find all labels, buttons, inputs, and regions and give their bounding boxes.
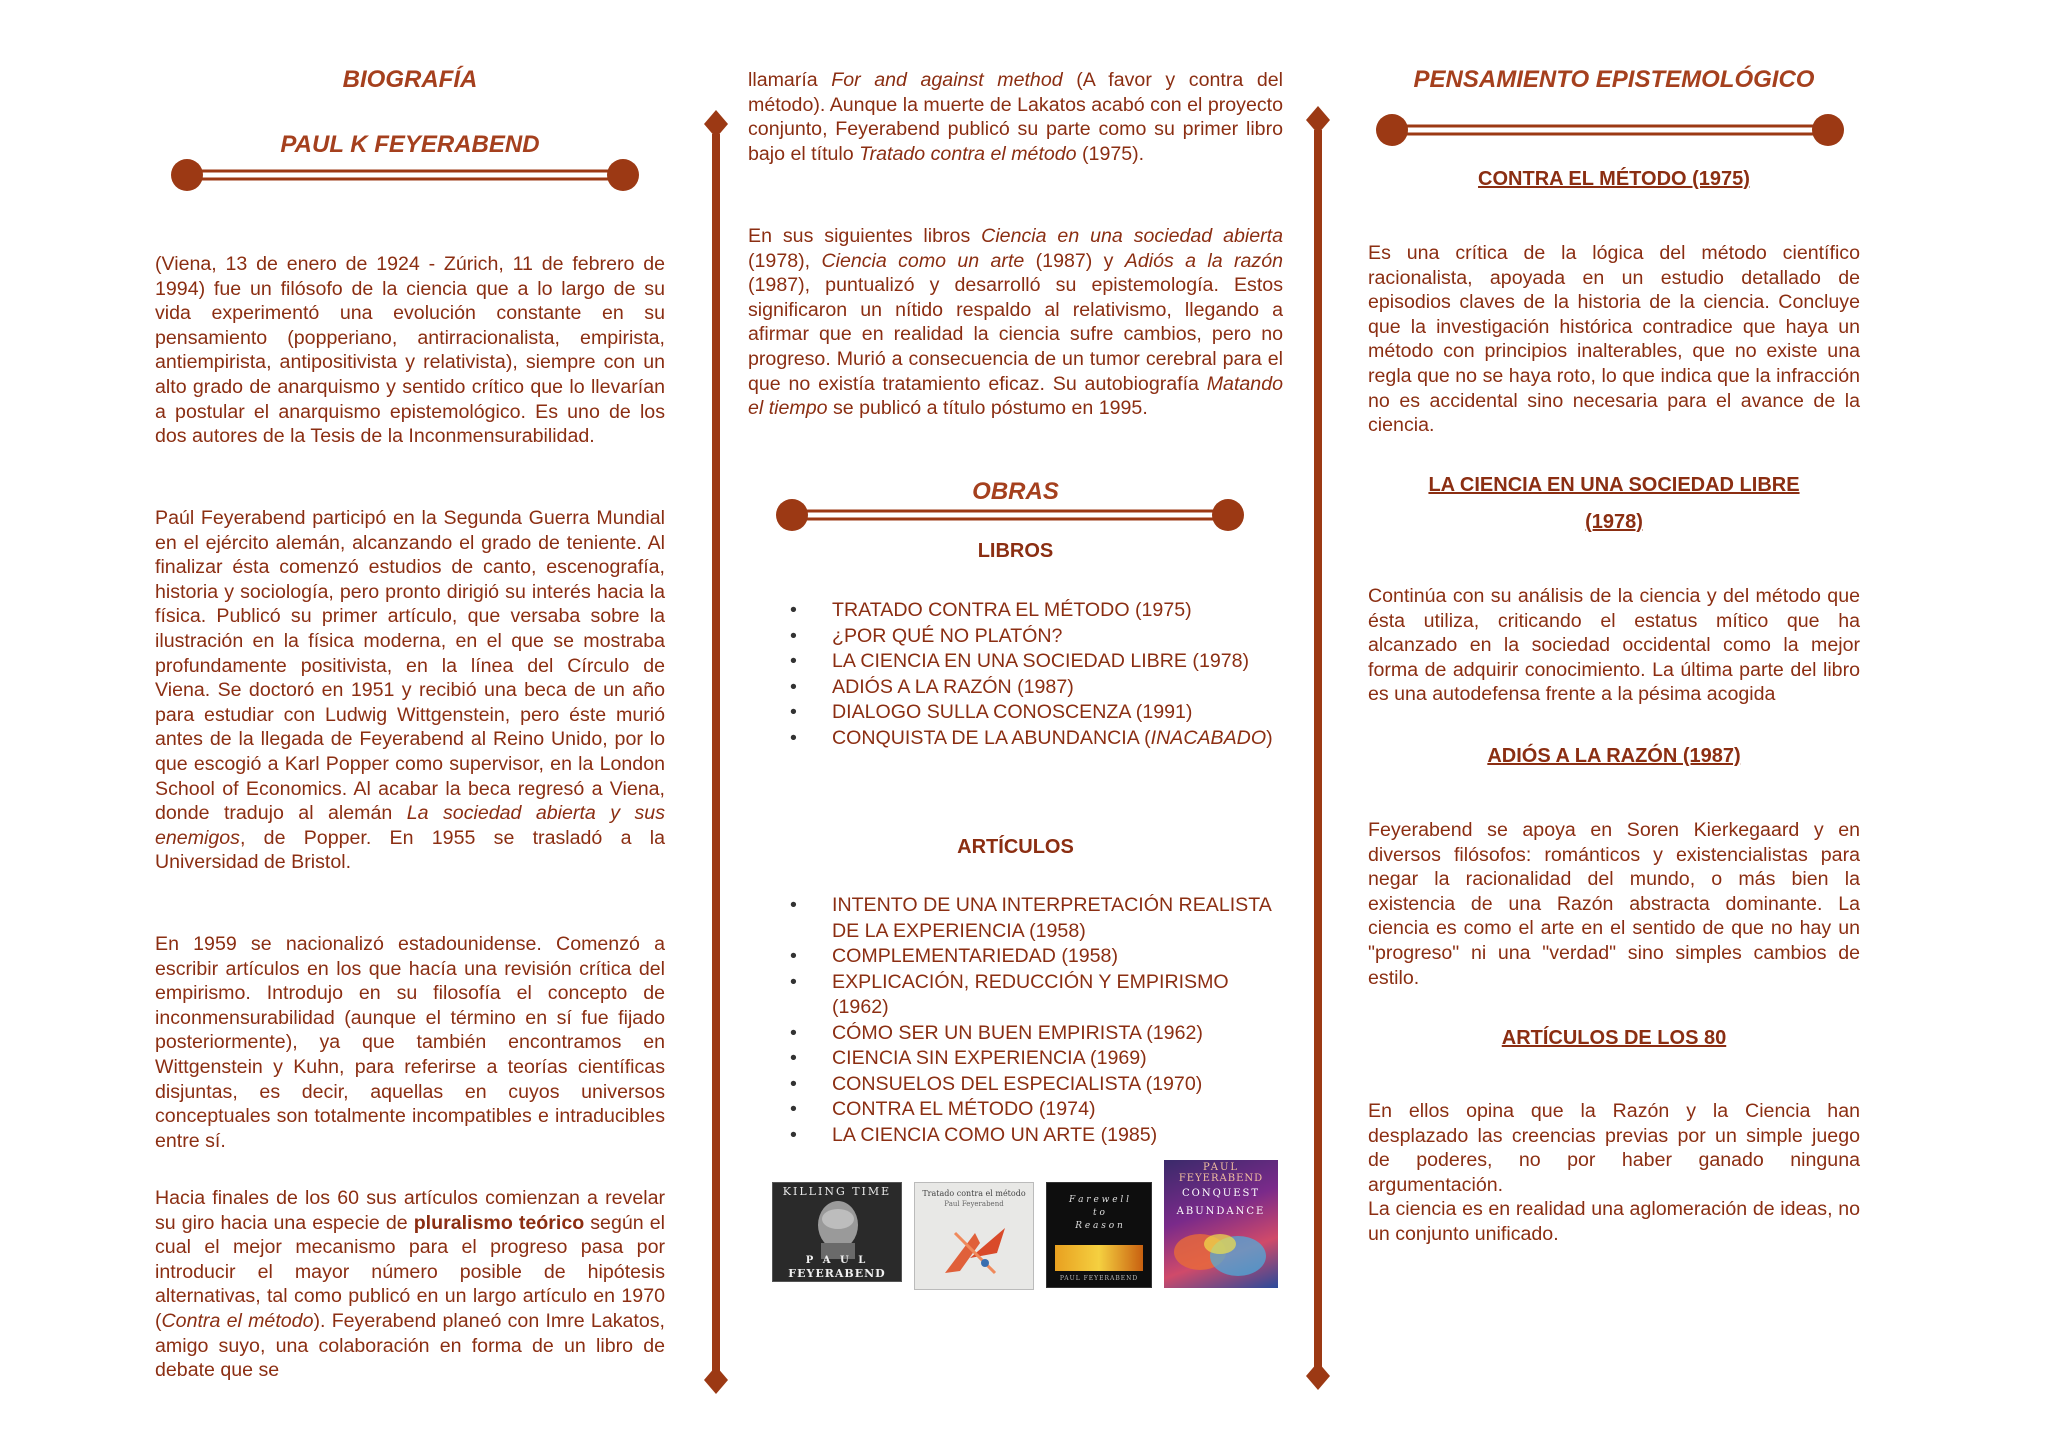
list-item: • TRATADO CONTRA EL MÉTODO (1975) xyxy=(748,598,1283,624)
book-cover-farewell-to-reason: F a r e w e l l t o R e a s o n PAUL FEYERABEND xyxy=(1046,1182,1152,1288)
book-cover-killing-time: KILLING TIME P A U L FEYERABEND xyxy=(772,1182,902,1282)
list-item: • CIENCIA SIN EXPERIENCIA (1969) xyxy=(748,1046,1283,1072)
author-name: PAUL K FEYERABEND xyxy=(280,131,540,158)
bio-paragraph-3: En 1959 se nacionalizó estadounidense. Comenzó a escribir artículos en los que hacía una revisión crítica del empirismo. Introdujo en su filosofía el concepto de inconmensurabilidad (aunque el término en sí fue fijado posteriormente), ya que también encontramos en Wittgenstein y Kuhn, para referirse a teorías científicas disjuntas, es decir, aquellas en cuyos universos conceptuales son totalmente incompatibles e intraducibles entre sí. xyxy=(155,933,665,1152)
articulos-list xyxy=(748,893,1283,1148)
articulos-heading: ARTÍCULOS xyxy=(957,836,1074,858)
cover-gold-band xyxy=(1055,1245,1143,1271)
section-title-contra-el-metodo: CONTRA EL MÉTODO (1975) xyxy=(1478,168,1750,190)
ornamental-divider xyxy=(775,497,1245,533)
portrait-image xyxy=(803,1197,873,1259)
list-item: • CÓMO SER UN BUEN EMPIRISTA (1962) xyxy=(748,1021,1283,1047)
list-item: • CONQUISTA DE LA ABUNDANCIA (INACABADO) xyxy=(748,726,1283,752)
libros-list xyxy=(748,598,1283,751)
list-item: • CONSUELOS DEL ESPECIALISTA (1970) xyxy=(748,1072,1283,1098)
section-text-adios-a-la-razon: Feyerabend se apoya en Soren Kierkegaard y en diversos filósofos: románticos y existencialistas para negar la racionalidad del mundo, o más bien la existencia de una Razón abstracta dominante. La ciencia es como el arte en el sentido de que no hay un "progreso" ni una "verdad" sino simples cambios de estilo. xyxy=(1368,819,1860,989)
book-cover-conquest-of-abundance: PAUL FEYERABEND CONQUEST ABUNDANCE xyxy=(1164,1160,1278,1288)
bio-paragraph-2: Paúl Feyerabend participó en la Segunda Guerra Mundial en el ejército alemán, alcanzando el grado de teniente. Al finalizar ésta comenzó estudios de canto, escenografía, historia y sociología, pero pronto dirigió su interés hacia la física. Publicó su primer artículo, que versaba sobre la ilustración en la física moderna, en el que se mostraba profundamente positivista, en la línea del Círculo de Viena. Se doctoró en 1951 y recibió una beca de un año para estudiar con Ludwig Wittgenstein, pero éste murió antes de la llegada de Feyerabend al Reino Unido, por lo que escogió a Karl Popper como supervisor, en la London School of Economics. Al acabar la beca regresó a Viena, donde tradujo al alemán La sociedad abierta y sus enemigos, de Popper. En 1955 se trasladó a la Universidad de Bristol. xyxy=(155,507,666,874)
book-covers xyxy=(770,1160,1280,1290)
list-item: • ADIÓS A LA RAZÓN (1987) xyxy=(748,675,1283,701)
book-cover-tratado: Tratado contra el método Paul Feyerabend xyxy=(914,1182,1034,1290)
list-item: • DIALOGO SULLA CONOSCENZA (1991) xyxy=(748,700,1283,726)
cover-illustration xyxy=(935,1213,1015,1283)
ornamental-divider xyxy=(170,157,640,193)
cover-illustration xyxy=(1170,1222,1272,1282)
bio-paragraph-1: (Viena, 13 de enero de 1924 - Zúrich, 11 de febrero de 1994) fue un filósofo de la ciencia que a lo largo de su vida experimentó una evolución constante en su pensamiento (popperiano, antirracionalista, empirista, antiempirista, antipositivista y relativista), siempre con un alto grado de anarquismo y sentido crítico que lo llevarían a postular el anarquismo epistemológico. Es uno de los dos autores de la Tesis de la Inconmensurabilidad. xyxy=(155,253,665,448)
vertical-divider-right xyxy=(1304,104,1332,1394)
obras-title: OBRAS xyxy=(972,478,1059,505)
section-title-ciencia-sociedad-libre: LA CIENCIA EN UNA SOCIEDAD LIBRE xyxy=(1428,474,1800,496)
list-item: • COMPLEMENTARIEDAD (1958) xyxy=(748,944,1283,970)
section-title-adios-a-la-razon: ADIÓS A LA RAZÓN (1987) xyxy=(1487,745,1741,767)
section-text-contra-el-metodo: Es una crítica de la lógica del método científico racionalista, apoyada en un estudio detallado de episodios claves de la historia de la ciencia. Concluye que la investigación histórica contradice que haya un método con principios inalterables, que no existe una regla que no se haya roto, lo que indica que la infracción no es accidental sino necesaria para el avance de la ciencia. xyxy=(1368,242,1860,437)
list-item: • ¿POR QUÉ NO PLATÓN? xyxy=(748,624,1283,650)
section-text-articulos-80: En ellos opina que la Razón y la Ciencia han desplazado las creencias previas por un simple juego de poderes, no por haber ganado ninguna argumentación. La ciencia es en realidad una aglomeración de ideas, no un conjunto unificado. xyxy=(1368,1100,1860,1245)
section-title-articulos-80: ARTÍCULOS DE LOS 80 xyxy=(1501,1027,1727,1049)
vertical-divider-left xyxy=(702,108,730,1398)
section-title-ciencia-sociedad-libre-year: (1978) xyxy=(1585,511,1643,533)
section-text-ciencia-sociedad-libre: Continúa con su análisis de la ciencia y del método que ésta utiliza, criticando el estatus mítico que ha alcanzado en la sociedad occidental como la mejor forma de adquirir conocimiento. La última parte del libro es una autodefensa frente a la pésima acogida xyxy=(1368,585,1860,706)
list-item: • LA CIENCIA EN UNA SOCIEDAD LIBRE (1978) xyxy=(748,649,1283,675)
list-item: • LA CIENCIA COMO UN ARTE (1985) xyxy=(748,1123,1283,1149)
ornamental-divider xyxy=(1375,112,1845,148)
pensamiento-title: PENSAMIENTO EPISTEMOLÓGICO xyxy=(1413,66,1815,93)
list-item: • CONTRA EL MÉTODO (1974) xyxy=(748,1097,1283,1123)
cont-paragraph-2: En sus siguientes libros Ciencia en una sociedad abierta (1978), Ciencia como un arte (1987) y Adiós a la razón (1987), puntualizó y desarrolló su epistemología. Estos significaron un nítido respaldo al relativismo, llegando a afirmar que en realidad la ciencia sufre cambios, pero no progreso. Murió a consecuencia de un tumor cerebral para el que no existía tratamiento eficaz. Su autobiografía Matando el tiempo se publicó a título póstumo en 1995. xyxy=(748,225,1283,420)
list-item: • INTENTO DE UNA INTERPRETACIÓN REALISTA DE LA EXPERIENCIA (1958) xyxy=(748,893,1283,944)
cont-paragraph-1: llamaría For and against method (A favor y contra del método). Aunque la muerte de Lakatos acabó con el proyecto conjunto, Feyerabend publicó su parte como su primer libro bajo el título Tratado contra el método (1975). xyxy=(748,69,1283,165)
libros-heading: LIBROS xyxy=(977,540,1054,562)
biografia-title: BIOGRAFÍA xyxy=(342,66,478,93)
bio-paragraph-4: Hacia finales de los 60 sus artículos comienzan a revelar su giro hacia una especie de pluralismo teórico según el cual el mejor mecanismo para el progreso pasa por introducir el mayor número posible de hipótesis alternativas, tal como publicó en un largo artículo en 1970 (Contra el método). Feyerabend planeó con Imre Lakatos, amigo suyo, una colaboración en forma de un libro de debate que se xyxy=(155,1187,665,1382)
list-item: • EXPLICACIÓN, REDUCCIÓN Y EMPIRISMO (1962) xyxy=(748,970,1283,1021)
